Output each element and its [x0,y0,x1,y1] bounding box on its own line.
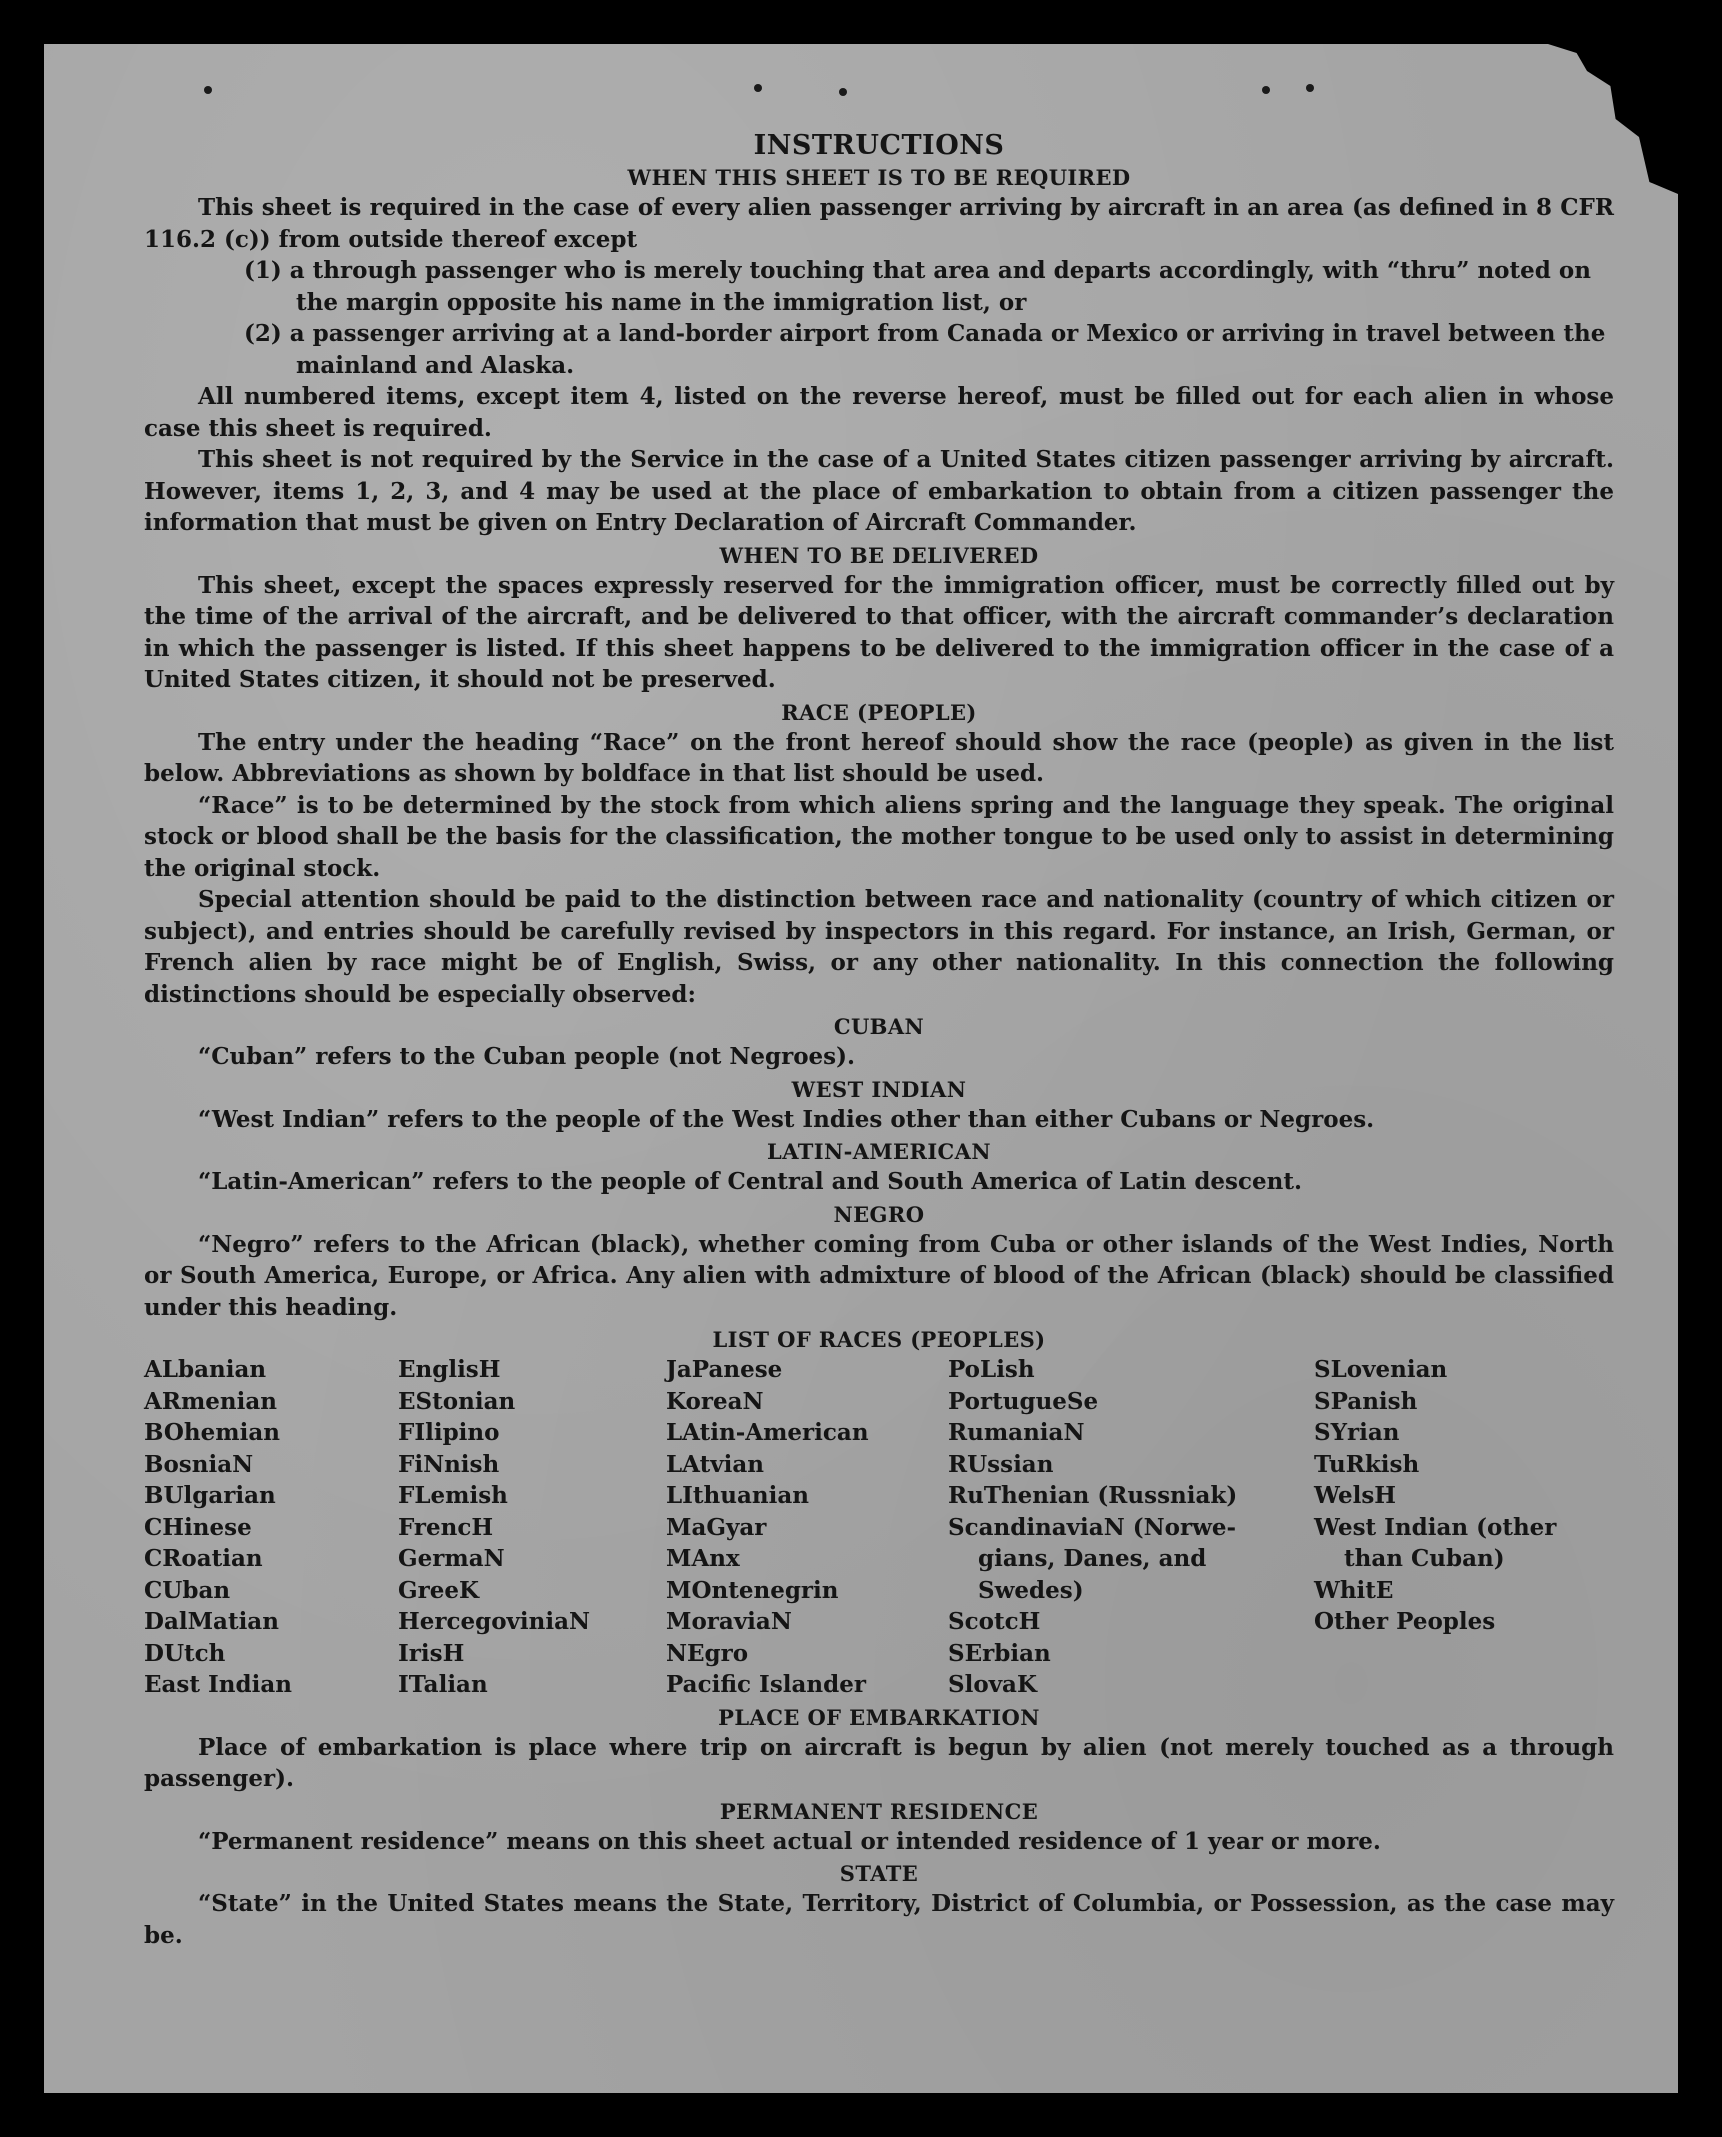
race-entry: LAtin-American [666,1419,869,1446]
race-entry: JaPanese [666,1356,783,1383]
document-sheet [44,44,1678,2093]
races-list [144,1354,1614,1701]
race-entry: SPanish [1314,1387,1418,1415]
race-entry: EnglisH [398,1356,501,1383]
race-entry: FIlipino [398,1419,500,1446]
exception-item-1: (1) a through passenger who is merely touching that area and departs accordingly, with “thru” noted on the margin opposite his name in the immigration list, or [244,257,1591,316]
paragraph: “West Indian” refers to the people of the West Indies other than either Cubans or Negroes. [198,1105,1375,1133]
paragraph: “Permanent residence” means on this sheet actual or intended residence of 1 year or more. [198,1827,1381,1855]
heading-embarkation: PLACE OF EMBARKATION [718,1704,1040,1730]
paragraph: This sheet is required in the case of every alien passenger arriving by aircraft in an area (as defined in 8 CFR 116.2 (c)) from outside thereof except [144,194,1614,253]
hole-mark [1262,86,1270,94]
hole-mark [204,86,212,94]
paragraph: “Negro” refers to the African (black), whether coming from Cuba or other islands of the West Indies, North or South America, Europe, or Africa. Any alien with admixture of blood of the African (black) should be classified under this heading. [144,1230,1614,1321]
paragraph: Special attention should be paid to the distinction between race and nationality (country of which citizen or subject), and entries should be carefully revised by inspectors in this regard. For instance, an Irish, German, or French alien by race might be of English, Swiss, or any other nationality. In this connection the following distinctions should be especially observed: [144,886,1614,1008]
paragraph: The entry under the heading “Race” on the front hereof should show the race (people) as given in the list below. Abbreviations as shown by boldface in that list should be used. [144,728,1614,787]
instructions-body [144,130,1614,1951]
race-entry: Swedes) [978,1576,1084,1604]
race-entry: LAtvian [666,1450,764,1478]
heading-cuban: CUBAN [833,1014,925,1039]
heading-when-delivered: WHEN TO BE DELIVERED [719,542,1039,568]
heading-permanent-residence: PERMANENT RESIDENCE [719,1798,1039,1824]
race-entry: WhitE [1314,1576,1394,1604]
race-entry: TuRkish [1314,1450,1420,1478]
races-column-5 [1314,1354,1614,1701]
hole-mark [839,88,847,96]
hole-mark [754,84,762,92]
race-entry: HercegoviniaN [398,1608,591,1635]
heading-when-required: WHEN THIS SHEET IS TO BE REQUIRED [627,165,1131,190]
race-entry: IrisH [398,1639,465,1667]
race-entry: GreeK [398,1576,480,1604]
race-entry: FLemish [398,1482,508,1509]
hole-mark [1306,84,1314,92]
paragraph: This sheet, except the spaces expressly reserved for the immigration officer, must be correctly filled out by the time of the arrival of the aircraft, and be delivered to that officer, with the aircraft commander’s declaration in which the passenger is listed. If this sheet happens to be delivered to the immigration officer in the case of a United States citizen, it should not be preserved. [144,571,1614,693]
race-entry: ScandinaviaN (Norwe- [948,1513,1237,1541]
paragraph: Place of embarkation is place where trip on aircraft is begun by alien (not merely touched as a through passenger). [144,1733,1614,1792]
heading-list-of-races: LIST OF RACES (PEOPLES) [712,1327,1046,1352]
page-title: INSTRUCTIONS [753,130,1005,161]
race-entry: MaGyar [666,1513,767,1541]
race-entry: RuThenian (Russniak) [948,1482,1238,1509]
exception-item-2: (2) a passenger arriving at a land-border airport from Canada or Mexico or arriving in travel between the mainland and Alaska. [244,320,1606,379]
race-entry: FrencH [398,1513,494,1541]
race-entry: than Cuban) [1344,1545,1505,1572]
race-entry: WelsH [1314,1482,1397,1509]
race-entry: SLovenian [1314,1356,1448,1383]
heading-west-indian: WEST INDIAN [791,1076,967,1102]
race-entry: GermaN [398,1545,505,1572]
heading-negro: NEGRO [833,1201,925,1227]
paragraph: All numbered items, except item 4, listed on the reverse hereof, must be filled out for each alien in whose case this sheet is required. [144,383,1614,442]
race-entry: PoLish [948,1356,1035,1383]
paragraph: “State” in the United States means the State, Territory, District of Columbia, or Possession, as the case may be. [144,1890,1614,1949]
paragraph: “Latin-American” refers to the people of Central and South America of Latin descent. [198,1168,1302,1195]
race-entry: CHinese [144,1513,252,1541]
race-entry: MoraviaN [666,1608,792,1635]
race-entry: KoreaN [666,1387,764,1415]
race-entry: MAnx [666,1545,740,1572]
race-entry: SErbian [948,1639,1051,1667]
race-entry: BUlgarian [144,1482,276,1509]
race-entry: ARmenian [144,1387,278,1415]
race-entry: SYrian [1314,1419,1400,1446]
race-entry: ScotcH [948,1608,1041,1635]
race-entry: FiNnish [398,1450,500,1478]
race-entry: BosniaN [144,1450,254,1478]
race-entry: West Indian (other [1314,1513,1557,1541]
heading-latin-american: LATIN-AMERICAN [767,1139,991,1164]
race-entry: NEgro [666,1639,749,1667]
race-entry: EStonian [398,1387,516,1415]
race-entry: MOntenegrin [666,1576,839,1604]
heading-state: STATE [839,1861,919,1886]
heading-race: RACE (PEOPLE) [781,699,977,725]
race-entry: CUban [144,1576,231,1604]
race-entry: DUtch [144,1639,226,1667]
race-entry: gians, Danes, and [978,1545,1207,1572]
race-entry: Pacific Islander [666,1671,866,1698]
race-entry: SlovaK [948,1671,1037,1698]
paragraph: This sheet is not required by the Service in the case of a United States citizen passenger arriving by aircraft. However, items 1, 2, 3, and 4 may be used at the place of embarkation to obtain from a citizen passenger the information that must be given on Entry Declaration of Aircraft Commander. [144,446,1614,536]
races-column-2 [398,1354,666,1701]
race-entry: BOhemian [144,1419,280,1446]
races-column-4 [948,1354,1314,1701]
race-entry: DalMatian [144,1608,279,1635]
race-entry: CRoatian [144,1545,263,1572]
race-entry: East Indian [144,1671,292,1698]
race-entry: ITalian [398,1671,488,1698]
race-entry: RUssian [948,1450,1054,1478]
paragraph: “Cuban” refers to the Cuban people (not Negroes). [198,1043,856,1070]
races-column-1 [144,1354,398,1701]
race-entry: ALbanian [144,1356,267,1383]
race-entry: LIthuanian [666,1482,809,1509]
race-entry: Other Peoples [1314,1608,1496,1635]
race-entry: RumaniaN [948,1419,1085,1446]
races-column-3 [666,1354,948,1701]
race-entry: PortugueSe [948,1387,1099,1415]
paragraph: “Race” is to be determined by the stock from which aliens spring and the language they speak. The original stock or blood shall be the basis for the classification, the mother tongue to be used only to assist in determining the original stock. [144,791,1614,882]
